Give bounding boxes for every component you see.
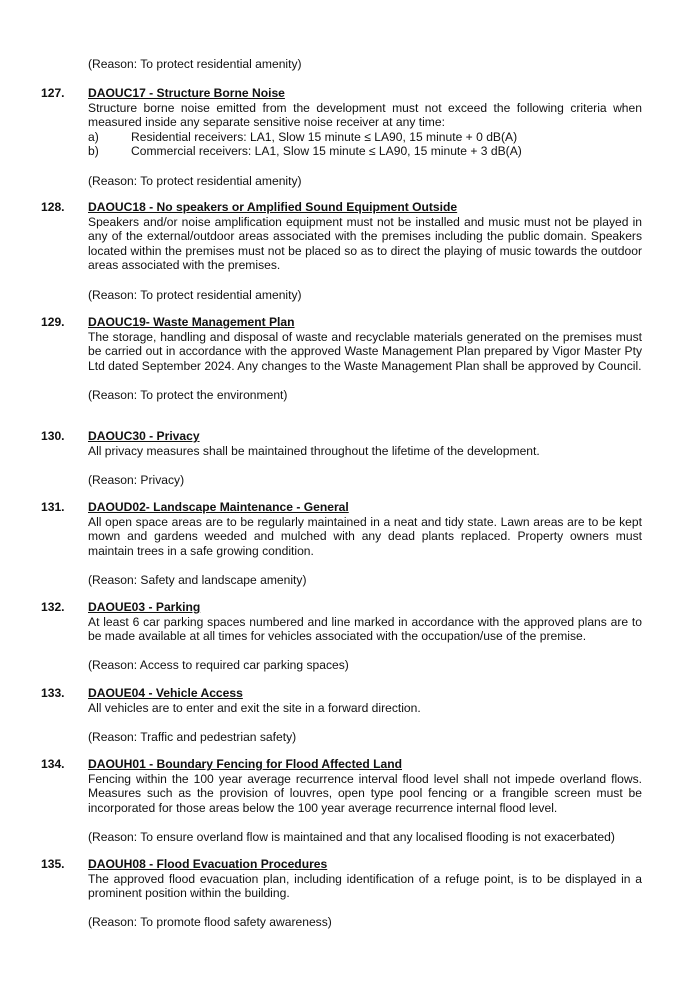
condition-number: 127. [41, 86, 65, 100]
condition-paragraph: Speakers and/or noise amplification equipment must not be installed and music must not be played in any of the external/outdoor areas associated with the premises including the public domain. Speakers located within the premises must not be placed so as to direct the playing of music towards the outdoor areas associated with the premises. [88, 214, 642, 273]
reason-text: (Reason: To protect residential amenity) [88, 173, 302, 188]
condition-number: 129. [41, 315, 65, 329]
sub-item [88, 144, 642, 159]
condition-body [88, 429, 642, 487]
condition-body [88, 757, 642, 845]
condition-title: DAOUD02- Landscape Maintenance - General [88, 500, 349, 514]
condition-paragraph: Fencing within the 100 year average recurrence interval flood level shall not impede overland flows. Measures such as the provision of louvres, open type pool fencing or a frangible screen must be incorporated for those areas below the 100 year average recurrence internal flood level. [88, 771, 642, 815]
condition-number: 135. [41, 857, 65, 871]
condition-title: DAOUC17 - Structure Borne Noise [88, 86, 285, 100]
condition-body [88, 600, 642, 673]
sub-item-label: b) [88, 144, 99, 159]
reason-text: (Reason: To protect residential amenity) [88, 57, 302, 71]
condition-body [88, 200, 642, 302]
condition-number: 131. [41, 500, 65, 514]
condition-title: DAOUC30 - Privacy [88, 429, 200, 443]
condition-body [88, 686, 642, 744]
condition-body [88, 857, 642, 930]
condition-paragraph: The storage, handling and disposal of waste and recyclable materials generated on the premises must be carried out in accordance with the approved Waste Management Plan prepared by Vigor Master Pty Ltd dated September 2024. Any changes to the Waste Management Plan shall be approved by Council. [88, 329, 642, 373]
reason-text: (Reason: Safety and landscape amenity) [88, 572, 307, 587]
condition-number: 133. [41, 686, 65, 700]
condition-title: DAOUH01 - Boundary Fencing for Flood Affected Land [88, 757, 402, 771]
condition-body [88, 315, 642, 403]
condition-body [88, 500, 642, 588]
reason-text: (Reason: To protect residential amenity) [88, 287, 302, 302]
condition-number: 130. [41, 429, 65, 443]
condition-paragraph: All open space areas are to be regularly maintained in a neat and tidy state. Lawn areas are to be kept mown and gardens weeded and mulched with any dead plants replaced. Property owners must maintain trees in a safe growing condition. [88, 514, 642, 558]
condition-paragraph: At least 6 car parking spaces numbered and line marked in accordance with the approved plans are to be made available at all times for vehicles associated with the occupation/use of the premise. [88, 614, 642, 644]
sub-item-label: a) [88, 129, 99, 144]
sub-item [88, 130, 642, 145]
sub-item-text: Commercial receivers: LA1, Slow 15 minute ≤ LA90, 15 minute + 3 dB(A) [131, 144, 522, 159]
condition-number: 134. [41, 757, 65, 771]
reason-text: (Reason: Access to required car parking spaces) [88, 658, 349, 673]
reason-text: (Reason: Privacy) [88, 472, 185, 487]
reason-text: (Reason: Traffic and pedestrian safety) [88, 729, 297, 744]
condition-title: DAOUC18 - No speakers or Amplified Sound Equipment Outside [88, 200, 458, 214]
condition-title: DAOUE04 - Vehicle Access [88, 686, 243, 700]
condition-title: DAOUH08 - Flood Evacuation Procedures [88, 857, 328, 871]
condition-paragraph: The approved flood evacuation plan, including identification of a refuge point, is to be displayed in a prominent position within the building. [88, 871, 642, 901]
condition-title: DAOUC19- Waste Management Plan [88, 315, 295, 329]
condition-paragraph: All vehicles are to enter and exit the site in a forward direction. [88, 700, 421, 715]
reason-text: (Reason: To promote flood safety awareness) [88, 915, 332, 930]
condition-body [88, 86, 642, 188]
reason-text: (Reason: To protect the environment) [88, 387, 288, 402]
condition-number: 128. [41, 200, 65, 214]
condition-number: 132. [41, 600, 65, 614]
reason-text: (Reason: To ensure overland flow is maintained and that any localised flooding is not exacerbated) [88, 829, 615, 844]
condition-paragraph: Structure borne noise emitted from the development must not exceed the following criteria when measured inside any separate sensitive noise receiver at any time: [88, 100, 642, 130]
condition-title: DAOUE03 - Parking [88, 600, 201, 614]
sub-item-text: Residential receivers: LA1, Slow 15 minute ≤ LA90, 15 minute + 0 dB(A) [131, 129, 518, 144]
condition-paragraph: All privacy measures shall be maintained throughout the lifetime of the development. [88, 443, 540, 458]
